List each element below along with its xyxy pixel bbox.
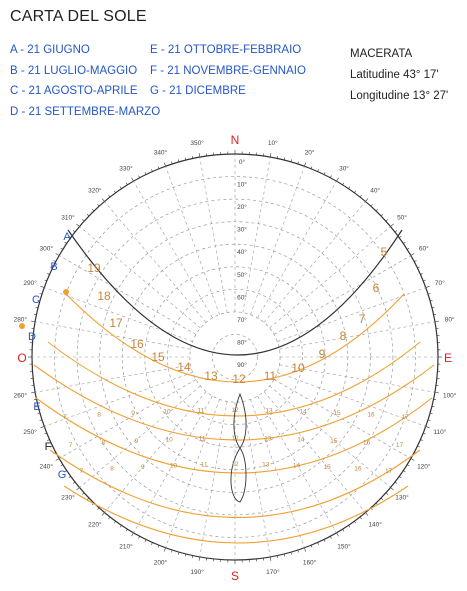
azimuth-tick <box>343 183 344 185</box>
small-hour-label: 12 <box>231 461 239 468</box>
azimuth-label: 290° <box>23 279 37 287</box>
azimuth-tick <box>304 548 305 552</box>
small-hour-label: 11 <box>198 435 206 443</box>
hour-label: 16 <box>130 337 144 351</box>
azimuth-tick <box>386 219 388 221</box>
curve-letter-a: A <box>63 231 71 243</box>
legend-item-b: B - 21 LUGLIO-MAGGIO <box>10 64 138 77</box>
azimuth-label: 140° <box>368 521 382 529</box>
azimuth-spoke <box>200 157 227 312</box>
azimuth-tick <box>391 224 394 227</box>
azimuth-label: 200° <box>153 559 168 567</box>
small-hour-label: 17 <box>385 467 393 475</box>
azimuth-spoke <box>197 401 227 556</box>
azimuth-tick <box>435 321 439 322</box>
azimuth-tick <box>102 198 105 201</box>
small-hour-label: 7 <box>63 413 67 421</box>
cardinal-east: E <box>443 351 453 365</box>
azimuth-tick <box>354 191 355 193</box>
azimuth-label: 70° <box>434 279 445 287</box>
sun-marker <box>19 323 25 329</box>
small-hour-label: 8 <box>97 411 101 419</box>
azimuth-spoke <box>105 201 206 322</box>
hour-label: 15 <box>151 350 165 364</box>
city-name: MACERATA <box>350 48 413 60</box>
azimuth-tick <box>120 187 121 189</box>
cardinal-north: N <box>230 133 240 147</box>
azimuth-label: 50° <box>397 214 407 222</box>
azimuth-tick <box>56 254 59 256</box>
hour-label: 14 <box>177 360 191 374</box>
small-hour-label: 13 <box>264 435 272 443</box>
small-hour-label: 15 <box>323 463 331 471</box>
azimuth-label: 100° <box>442 392 457 400</box>
sun-path-B <box>66 294 404 382</box>
hour-label: 11 <box>263 369 277 383</box>
altitude-label: 40° <box>237 249 247 257</box>
azimuth-label: 280° <box>13 316 28 324</box>
small-hour-label: 14 <box>292 462 301 470</box>
azimuth-tick <box>381 498 383 500</box>
azimuth-tick <box>343 529 344 531</box>
altitude-label: 60° <box>237 294 247 302</box>
azimuth-tick <box>426 286 430 287</box>
azimuth-tick <box>108 195 110 197</box>
small-hour-label: 10 <box>163 408 171 416</box>
azimuth-label: 110° <box>433 429 447 437</box>
altitude-label: 20° <box>237 204 247 212</box>
small-hour-label: 7 <box>79 467 84 475</box>
azimuth-tick <box>349 187 350 189</box>
azimuth-tick <box>73 482 75 484</box>
azimuth-label: 150° <box>337 543 351 551</box>
azimuth-spoke <box>166 166 220 314</box>
small-hour-label: 9 <box>131 409 135 417</box>
legend-item-d: D - 21 SETTEMBRE-MARZO <box>10 105 161 118</box>
azimuth-label: 130° <box>395 494 409 502</box>
hour-label: 19 <box>87 261 101 275</box>
small-hour-label: 12 <box>231 407 239 414</box>
cardinal-west: O <box>17 351 27 365</box>
azimuth-label: 230° <box>61 494 75 502</box>
azimuth-tick <box>114 191 115 193</box>
azimuth-tick <box>395 230 397 232</box>
azimuth-tick <box>76 487 79 490</box>
curve-letter-d: D <box>28 331 36 343</box>
small-hour-label: 13 <box>262 461 270 469</box>
legend-item-a: A - 21 GIUGNO <box>10 44 90 56</box>
sun-path-G <box>64 486 408 543</box>
hour-label: 17 <box>109 316 123 330</box>
hour-label: 13 <box>204 369 218 383</box>
azimuth-tick <box>365 198 368 201</box>
small-hour-label: 14 <box>299 408 307 416</box>
azimuth-label: 220° <box>88 521 102 529</box>
azimuth-label: 190° <box>190 569 204 577</box>
small-hour-label: 17 <box>395 441 404 449</box>
azimuth-tick <box>87 498 89 500</box>
small-hour-label: 15 <box>330 437 338 445</box>
azimuth-spoke <box>166 399 220 547</box>
azimuth-tick <box>97 204 99 206</box>
small-hour-label: 14 <box>297 436 305 444</box>
azimuth-tick <box>411 459 414 461</box>
azimuth-label: 170° <box>266 569 280 577</box>
azimuth-spoke <box>250 399 304 547</box>
azimuth-tick <box>164 162 165 166</box>
azimuth-tick <box>360 517 362 519</box>
curve-letter-c: C <box>32 294 40 306</box>
hour-label: 8 <box>339 329 347 343</box>
hour-label: 12 <box>232 372 246 386</box>
sun-marker <box>63 289 69 295</box>
azimuth-tick <box>61 248 63 249</box>
altitude-label: 80° <box>237 339 247 347</box>
azimuth-tick <box>97 508 99 510</box>
altitude-label: 70° <box>237 316 247 324</box>
azimuth-label: 80° <box>444 316 455 324</box>
azimuth-spoke <box>105 392 206 513</box>
latitude-text: Latitudine 43° 17' <box>350 69 439 81</box>
legend-item-f: F - 21 NOVEMBRE-GENNAIO <box>150 64 306 77</box>
azimuth-tick <box>126 529 127 531</box>
azimuth-label: 350° <box>190 139 204 147</box>
small-hour-label: 13 <box>265 407 273 415</box>
azimuth-tick <box>381 214 383 216</box>
azimuth-label: 210° <box>119 543 133 551</box>
small-hour-label: 8 <box>110 465 114 473</box>
chart-title: CARTA DEL SOLE <box>10 8 147 25</box>
small-hour-label: 11 <box>197 407 205 415</box>
hour-label: 5 <box>380 245 388 259</box>
azimuth-tick <box>403 471 405 472</box>
hour-label: 18 <box>97 289 111 303</box>
altitude-label: 10° <box>237 181 247 189</box>
azimuth-tick <box>386 493 388 495</box>
azimuth-tick <box>164 548 165 552</box>
curve-letter-b: B <box>50 261 58 273</box>
azimuth-tick <box>354 521 355 523</box>
azimuth-tick <box>403 242 405 243</box>
diagram-labels <box>14 133 457 583</box>
small-hour-label: 10 <box>169 462 178 470</box>
azimuth-tick <box>411 254 414 256</box>
altitude-label: 30° <box>237 226 247 234</box>
curve-letter-g: G <box>57 469 67 481</box>
azimuth-label: 20° <box>304 149 315 157</box>
azimuth-tick <box>360 195 362 197</box>
azimuth-label: 250° <box>23 429 37 437</box>
small-hour-label: 8 <box>101 439 106 447</box>
azimuth-tick <box>132 533 134 536</box>
azimuth-tick <box>126 183 127 185</box>
azimuth-spoke <box>243 157 270 312</box>
azimuth-spoke <box>270 227 391 328</box>
small-hour-label: 16 <box>367 411 375 419</box>
azimuth-tick <box>56 459 59 461</box>
azimuth-spoke <box>59 256 196 335</box>
azimuth-label: 240° <box>39 463 53 471</box>
azimuth-tick <box>304 162 305 166</box>
azimuth-label: 160° <box>302 559 317 567</box>
legend-item-g: G - 21 DICEMBRE <box>150 85 246 97</box>
curve-letter-f: F <box>44 441 52 453</box>
azimuth-tick <box>102 513 105 516</box>
small-hour-label: 16 <box>363 439 371 447</box>
hour-label: 9 <box>318 347 326 361</box>
azimuth-tick <box>391 487 394 490</box>
azimuth-label: 60° <box>418 245 429 253</box>
azimuth-tick <box>399 476 401 477</box>
azimuth-label: 10° <box>267 139 278 147</box>
altitude-ring <box>55 177 416 538</box>
small-hour-label: 9 <box>141 463 145 471</box>
small-hour-label: 10 <box>165 436 173 444</box>
small-hour-label: 17 <box>401 413 409 421</box>
small-hour-label: 15 <box>333 409 341 417</box>
azimuth-tick <box>82 219 84 221</box>
azimuth-tick <box>337 178 339 181</box>
azimuth-label: 300° <box>39 245 53 253</box>
sun-path-curves <box>19 230 434 543</box>
azimuth-tick <box>61 465 63 466</box>
azimuth-label: 120° <box>417 463 431 471</box>
azimuth-spoke <box>264 392 365 513</box>
azimuth-tick <box>371 204 373 206</box>
azimuth-tick <box>399 236 401 237</box>
small-hour-label: 11 <box>200 461 208 469</box>
small-hour-label: 16 <box>354 465 362 473</box>
azimuth-tick <box>407 465 409 466</box>
azimuth-tick <box>120 525 121 527</box>
azimuth-spoke <box>134 181 213 318</box>
azimuth-tick <box>31 321 35 322</box>
azimuth-spoke <box>264 201 365 322</box>
azimuth-label: 320° <box>88 187 102 195</box>
azimuth-label: 30° <box>339 165 349 173</box>
azimuth-tick <box>407 248 409 249</box>
small-hour-label: 9 <box>134 437 139 445</box>
azimuth-tick <box>132 178 134 181</box>
azimuth-tick <box>199 557 200 561</box>
azimuth-label: 340° <box>153 149 168 157</box>
azimuth-tick <box>435 392 439 393</box>
hour-label: 7 <box>358 312 366 326</box>
azimuth-tick <box>395 482 397 484</box>
azimuth-tick <box>31 392 35 393</box>
azimuth-tick <box>40 426 44 427</box>
azimuth-tick <box>92 209 94 211</box>
azimuth-tick <box>40 286 44 287</box>
small-hour-label: 7 <box>68 441 73 449</box>
azimuth-tick <box>82 493 84 495</box>
altitude-label: 50° <box>237 271 247 279</box>
legend-item-e: E - 21 OTTOBRE-FEBBRAIO <box>150 44 302 56</box>
azimuth-tick <box>114 521 115 523</box>
azimuth-spoke <box>35 365 190 392</box>
azimuth-tick <box>199 153 200 157</box>
azimuth-tick <box>270 153 271 157</box>
curve-letter-e: E <box>33 401 41 413</box>
azimuth-tick <box>69 476 71 477</box>
hour-label: 10 <box>291 361 305 375</box>
azimuth-spoke <box>250 166 304 314</box>
hour-label: 6 <box>372 281 380 295</box>
azimuth-tick <box>365 513 368 516</box>
azimuth-tick <box>108 517 110 519</box>
azimuth-spoke <box>243 401 270 556</box>
longitude-text: Longitudine 13° 27' <box>350 90 449 102</box>
cardinal-south: S <box>230 569 240 583</box>
azimuth-tick <box>426 426 430 427</box>
altitude-label: 90° <box>237 362 247 369</box>
azimuth-label: 310° <box>61 214 75 222</box>
azimuth-label: 40° <box>370 187 381 195</box>
azimuth-label: 330° <box>119 165 133 173</box>
azimuth-tick <box>76 224 79 227</box>
altitude-ring <box>190 312 280 402</box>
azimuth-tick <box>349 525 350 527</box>
azimuth-spoke <box>44 288 192 342</box>
legend-item-c: C - 21 AGOSTO-APRILE <box>10 85 138 97</box>
azimuth-tick <box>337 533 339 536</box>
azimuth-label: 260° <box>13 392 28 400</box>
azimuth-tick <box>73 230 75 232</box>
azimuth-tick <box>376 209 378 211</box>
small-hour-label: 12 <box>231 435 239 442</box>
azimuth-tick <box>87 214 89 216</box>
altitude-label: 0° <box>238 159 246 166</box>
azimuth-tick <box>270 557 271 561</box>
